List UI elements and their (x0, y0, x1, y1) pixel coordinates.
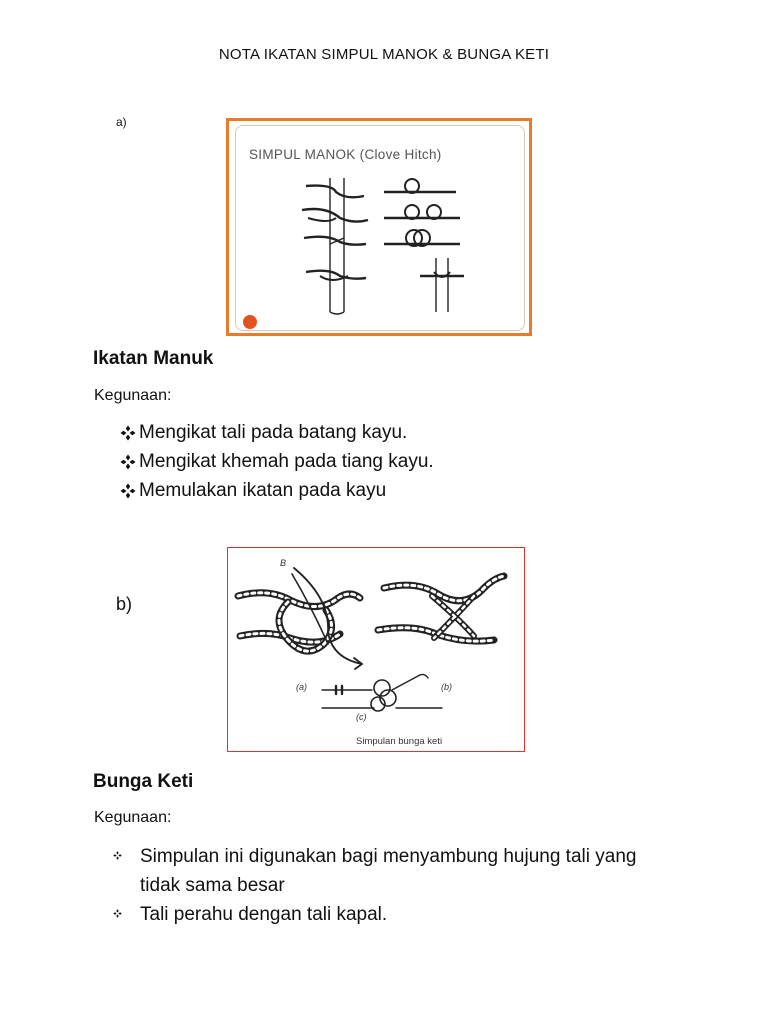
usage-text: Simpulan ini digunakan bagi menyambung hujung tali yang tidak sama besar (140, 846, 637, 896)
list-item (118, 447, 434, 476)
usage-text: Tali perahu dengan tali kapal. (140, 904, 388, 925)
list-item (118, 476, 434, 505)
figure-label-c: (c) (356, 712, 367, 722)
clove-hitch-figure-title: SIMPUL MANOK (Clove Hitch) (249, 147, 442, 162)
list-item (95, 900, 675, 929)
section-b-heading: Bunga Keti (93, 771, 194, 792)
usage-text: Memulakan ikatan pada kayu (139, 480, 387, 501)
list-item (95, 842, 675, 900)
clove-hitch-illustration (236, 126, 524, 330)
four-diamond-bullet-icon (95, 900, 140, 929)
slide-number-badge-icon (243, 315, 257, 329)
section-b-subheading: Kegunaan: (94, 809, 172, 826)
figure-label-b: B (280, 558, 287, 568)
four-diamond-bullet-icon (118, 425, 138, 441)
figure-label-b-panel: (b) (441, 682, 452, 692)
section-b-usage-list (95, 842, 675, 929)
usage-text: Mengikat tali pada batang kayu. (139, 422, 408, 443)
figure-label-a: (a) (296, 682, 307, 692)
section-a-marker: a) (116, 115, 127, 129)
section-a-heading: Ikatan Manuk (93, 348, 214, 369)
four-diamond-bullet-icon (118, 483, 138, 499)
clove-hitch-figure (226, 118, 532, 336)
sheet-bend-illustration (228, 548, 524, 751)
section-a-usage-list (118, 418, 434, 505)
page-title: NOTA IKATAN SIMPUL MANOK & BUNGA KETI (218, 46, 550, 63)
section-b-marker: b) (116, 594, 133, 614)
section-a-subheading: Kegunaan: (94, 387, 172, 404)
list-item (118, 418, 434, 447)
sheet-bend-caption: Simpulan bunga keti (356, 736, 443, 747)
four-diamond-bullet-icon (118, 454, 138, 470)
usage-text: Mengikat khemah pada tiang kayu. (139, 451, 434, 472)
clove-hitch-slide (235, 125, 525, 331)
sheet-bend-figure (227, 547, 525, 752)
four-diamond-bullet-icon (95, 842, 140, 900)
